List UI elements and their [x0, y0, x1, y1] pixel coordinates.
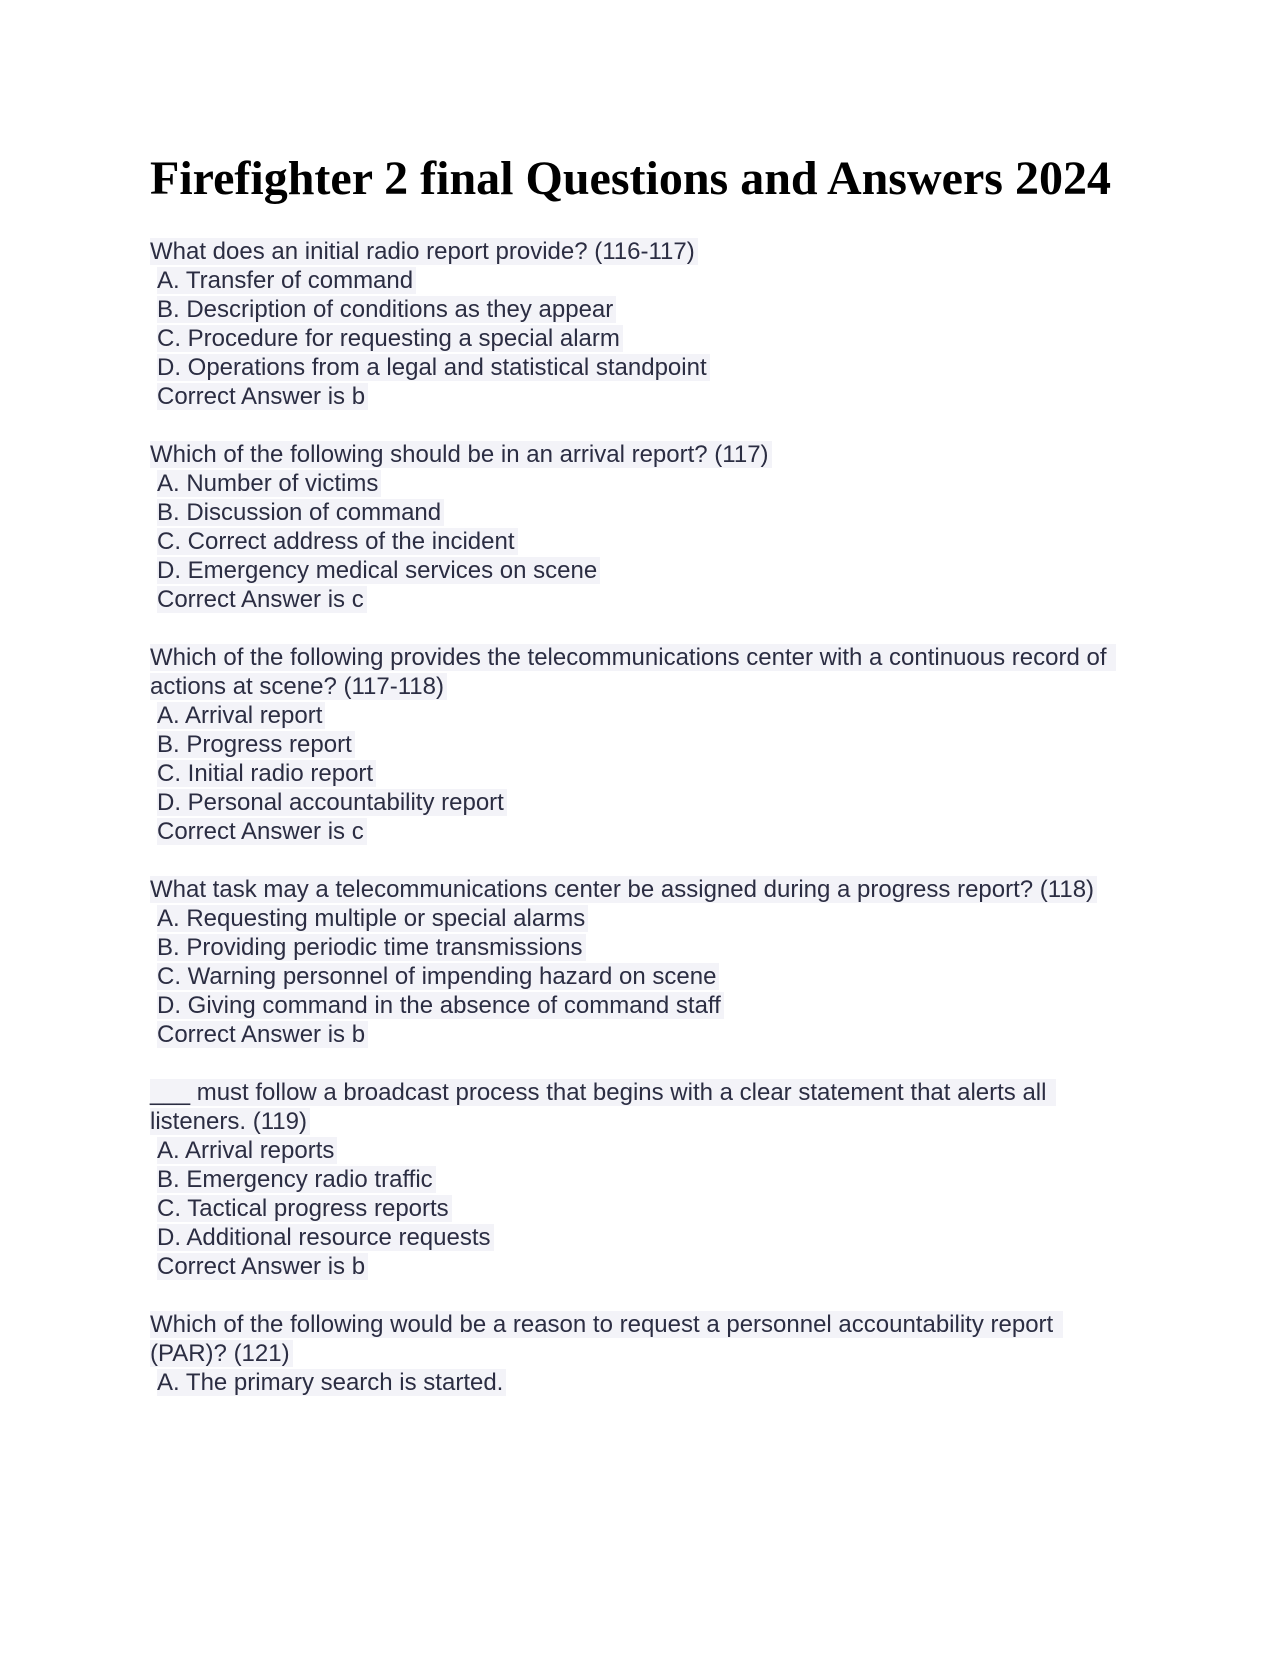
- answer-option-b: B. Description of conditions as they appear: [150, 295, 1130, 324]
- question-text: ___ must follow a broadcast process that begins with a clear statement that alerts all listeners. (119): [150, 1078, 1130, 1136]
- answer-option-c: C. Tactical progress reports: [150, 1194, 1130, 1223]
- answer-option-a: A. Number of victims: [150, 469, 1130, 498]
- question-block-1: [150, 237, 1130, 411]
- answer-option-a: A. Arrival reports: [150, 1136, 1130, 1165]
- answer-option-b: B. Progress report: [150, 730, 1130, 759]
- correct-answer: Correct Answer is b: [150, 1020, 1130, 1049]
- correct-answer: Correct Answer is b: [150, 1252, 1130, 1281]
- answer-option-d: D. Emergency medical services on scene: [150, 556, 1130, 585]
- answer-option-d: D. Giving command in the absence of command staff: [150, 991, 1130, 1020]
- question-block-4: [150, 875, 1130, 1049]
- document-title: Firefighter 2 final Questions and Answers 2024: [150, 152, 1111, 205]
- answer-option-a: A. Requesting multiple or special alarms: [150, 904, 1130, 933]
- answer-option-d: D. Operations from a legal and statistical standpoint: [150, 353, 1130, 382]
- question-text: Which of the following provides the telecommunications center with a continuous record of actions at scene? (117-118): [150, 643, 1130, 701]
- answer-option-d: D. Personal accountability report: [150, 788, 1130, 817]
- question-text: Which of the following would be a reason to request a personnel accountability report (PAR)? (121): [150, 1310, 1130, 1368]
- answer-option-c: C. Initial radio report: [150, 759, 1130, 788]
- correct-answer: Correct Answer is c: [150, 585, 1130, 614]
- question-block-6: [150, 1310, 1130, 1397]
- answer-option-b: B. Emergency radio traffic: [150, 1165, 1130, 1194]
- answer-option-b: B. Discussion of command: [150, 498, 1130, 527]
- question-text: What does an initial radio report provide? (116-117): [150, 237, 1130, 266]
- answer-option-b: B. Providing periodic time transmissions: [150, 933, 1130, 962]
- question-block-3: [150, 643, 1130, 846]
- answer-option-a: A. Transfer of command: [150, 266, 1130, 295]
- answer-option-c: C. Warning personnel of impending hazard on scene: [150, 962, 1130, 991]
- question-text: What task may a telecommunications center be assigned during a progress report? (118): [150, 875, 1130, 904]
- correct-answer: Correct Answer is b: [150, 382, 1130, 411]
- answer-option-a: A. Arrival report: [150, 701, 1130, 730]
- answer-option-a: A. The primary search is started.: [150, 1368, 1130, 1397]
- answer-option-c: C. Procedure for requesting a special alarm: [150, 324, 1130, 353]
- correct-answer: Correct Answer is c: [150, 817, 1130, 846]
- answer-option-c: C. Correct address of the incident: [150, 527, 1130, 556]
- question-block-5: [150, 1078, 1130, 1281]
- document-page: [150, 150, 1130, 1426]
- question-text: Which of the following should be in an arrival report? (117): [150, 440, 1130, 469]
- answer-option-d: D. Additional resource requests: [150, 1223, 1130, 1252]
- question-block-2: [150, 440, 1130, 614]
